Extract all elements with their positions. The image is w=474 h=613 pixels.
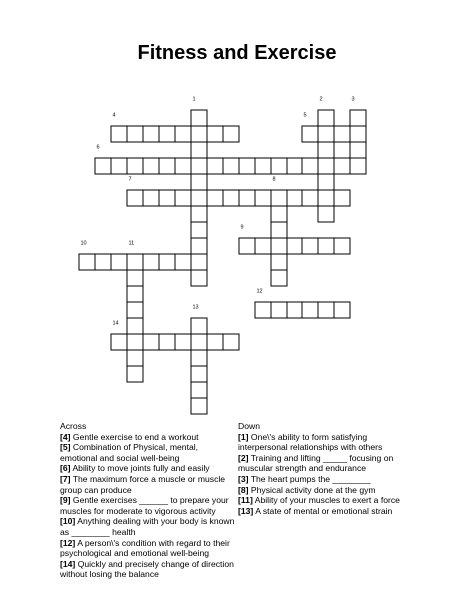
grid-cell[interactable] bbox=[95, 254, 111, 270]
grid-cell[interactable] bbox=[207, 334, 223, 350]
grid-cell[interactable] bbox=[334, 126, 350, 142]
grid-cell[interactable] bbox=[191, 190, 207, 206]
grid-cell[interactable] bbox=[255, 158, 271, 174]
grid-cell[interactable] bbox=[350, 110, 366, 126]
clue-across-5: [5] Combination of Physical, mental, emotional and social well-being bbox=[60, 442, 199, 463]
grid-cell[interactable] bbox=[350, 126, 366, 142]
grid-cell[interactable] bbox=[191, 334, 207, 350]
grid-cell[interactable] bbox=[255, 302, 271, 318]
grid-cell[interactable] bbox=[175, 158, 191, 174]
grid-cell[interactable] bbox=[318, 174, 334, 190]
clue-down-3: [3] The heart pumps the ________ bbox=[238, 473, 371, 484]
grid-cell[interactable] bbox=[287, 158, 303, 174]
grid-cell[interactable] bbox=[223, 190, 239, 206]
clue-across-7: [7] The maximum force a muscle or muscle group can produce bbox=[60, 473, 226, 495]
down-clues bbox=[238, 421, 418, 516]
grid-cell[interactable] bbox=[143, 254, 159, 270]
grid-cell[interactable] bbox=[302, 126, 318, 142]
clue-number: 2 bbox=[319, 96, 323, 103]
grid-cell[interactable] bbox=[207, 158, 223, 174]
clue-down-11: [11] Ability of your muscles to exert a force bbox=[238, 495, 400, 506]
grid-cell[interactable] bbox=[191, 222, 207, 238]
grid-cell[interactable] bbox=[350, 158, 366, 174]
grid-cell[interactable] bbox=[127, 334, 143, 350]
down-heading: Down bbox=[238, 421, 260, 431]
grid-cell[interactable] bbox=[111, 126, 127, 142]
clue-across-10: [10] Anything dealing with your body is known as ________ health bbox=[60, 516, 235, 537]
clue-down-2: [2] Training and lifting _____ focusing on muscular strength and endurance bbox=[238, 452, 394, 474]
grid-cell[interactable] bbox=[318, 206, 334, 222]
grid-cell[interactable] bbox=[318, 126, 334, 142]
grid-cell[interactable] bbox=[271, 270, 287, 286]
grid-cell[interactable] bbox=[271, 238, 287, 254]
clue-number: 10 bbox=[80, 240, 87, 247]
grid-cell[interactable] bbox=[191, 366, 207, 382]
clue-across-12: [12] A person\'s condition with regard to their psychological and emotional well-being bbox=[60, 537, 230, 559]
grid-cell[interactable] bbox=[191, 382, 207, 398]
grid-cell[interactable] bbox=[271, 254, 287, 270]
across-heading: Across bbox=[60, 421, 87, 431]
grid-cell[interactable] bbox=[318, 190, 334, 206]
grid-cell[interactable] bbox=[175, 190, 191, 206]
grid-cell[interactable] bbox=[223, 334, 239, 350]
grid-cell[interactable] bbox=[111, 334, 127, 350]
grid-cell[interactable] bbox=[79, 254, 95, 270]
grid-cell[interactable] bbox=[191, 398, 207, 414]
grid-cell[interactable] bbox=[111, 254, 127, 270]
clue-number: 13 bbox=[192, 304, 199, 311]
grid-cell[interactable] bbox=[175, 254, 191, 270]
grid-cell[interactable] bbox=[191, 206, 207, 222]
grid-cell[interactable] bbox=[302, 158, 318, 174]
grid-cell[interactable] bbox=[271, 222, 287, 238]
grid-cell[interactable] bbox=[318, 302, 334, 318]
grid-cell[interactable] bbox=[302, 302, 318, 318]
grid-cell[interactable] bbox=[95, 158, 111, 174]
grid-cell[interactable] bbox=[191, 110, 207, 126]
grid-cell[interactable] bbox=[350, 142, 366, 158]
clue-across-9: [9] Gentle exercises ______ to prepare your muscles for moderate to vigorous activity bbox=[60, 495, 229, 516]
grid-cell[interactable] bbox=[207, 190, 223, 206]
grid-cell[interactable] bbox=[302, 190, 318, 206]
grid-cell[interactable] bbox=[239, 158, 255, 174]
grid-cell[interactable] bbox=[143, 158, 159, 174]
clue-number: 9 bbox=[240, 224, 244, 231]
grid-cell[interactable] bbox=[127, 126, 143, 142]
grid-cell[interactable] bbox=[287, 190, 303, 206]
clue-number: 3 bbox=[351, 96, 355, 103]
clue-number: 5 bbox=[303, 112, 307, 119]
clue-across-6: [6] Ability to move joints fully and easily bbox=[60, 463, 210, 474]
grid-cell[interactable] bbox=[143, 126, 159, 142]
grid-cell[interactable] bbox=[191, 318, 207, 334]
grid-cell[interactable] bbox=[143, 334, 159, 350]
grid-cell[interactable] bbox=[159, 190, 175, 206]
grid-cell[interactable] bbox=[191, 350, 207, 366]
grid-cell[interactable] bbox=[287, 302, 303, 318]
clue-down-13: [13] A state of mental or emotional strain bbox=[238, 505, 393, 516]
grid-cell[interactable] bbox=[334, 238, 350, 254]
grid-cell[interactable] bbox=[239, 190, 255, 206]
clue-number: 1 bbox=[192, 96, 196, 103]
grid-cell[interactable] bbox=[287, 238, 303, 254]
clue-across-14: [14] Quickly and precisely change of direction without losing the balance bbox=[60, 558, 234, 580]
clue-number: 14 bbox=[112, 320, 119, 327]
grid-cell[interactable] bbox=[127, 270, 143, 286]
grid-cell[interactable] bbox=[191, 270, 207, 286]
grid-cell[interactable] bbox=[271, 190, 287, 206]
puzzle-title: Fitness and Exercise bbox=[137, 42, 337, 64]
grid-cell[interactable] bbox=[175, 126, 191, 142]
grid-cell[interactable] bbox=[271, 158, 287, 174]
grid-cell[interactable] bbox=[271, 206, 287, 222]
grid-cell[interactable] bbox=[111, 158, 127, 174]
grid-cell[interactable] bbox=[159, 126, 175, 142]
grid-cell[interactable] bbox=[127, 318, 143, 334]
clue-down-8: [8] Physical activity done at the gym bbox=[238, 484, 376, 495]
grid-cell[interactable] bbox=[318, 238, 334, 254]
grid-cell[interactable] bbox=[271, 302, 287, 318]
clue-number: 7 bbox=[128, 176, 132, 183]
clue-number: 11 bbox=[128, 240, 135, 247]
grid-cell[interactable] bbox=[191, 158, 207, 174]
grid-cell[interactable] bbox=[255, 190, 271, 206]
grid-cell[interactable] bbox=[191, 254, 207, 270]
clue-number: 4 bbox=[112, 112, 116, 119]
clue-number: 6 bbox=[96, 144, 100, 151]
grid-cell[interactable] bbox=[175, 334, 191, 350]
grid-cell[interactable] bbox=[159, 158, 175, 174]
grid-cell[interactable] bbox=[143, 190, 159, 206]
grid-cell[interactable] bbox=[127, 286, 143, 302]
grid-cell[interactable] bbox=[223, 126, 239, 142]
grid-cell[interactable] bbox=[334, 190, 350, 206]
clue-number: 12 bbox=[256, 288, 263, 295]
grid-cell[interactable] bbox=[223, 158, 239, 174]
grid-cell[interactable] bbox=[159, 334, 175, 350]
grid-cell[interactable] bbox=[159, 254, 175, 270]
grid-cell[interactable] bbox=[302, 238, 318, 254]
grid-cell[interactable] bbox=[191, 238, 207, 254]
clue-number: 8 bbox=[272, 176, 276, 183]
clue-down-1: [1] One\'s ability to form satisfying interpersonal relationships with others bbox=[238, 431, 383, 453]
grid-cell[interactable] bbox=[127, 158, 143, 174]
grid-cell[interactable] bbox=[191, 126, 207, 142]
grid-cell[interactable] bbox=[239, 238, 255, 254]
grid-cell[interactable] bbox=[334, 302, 350, 318]
grid-cell[interactable] bbox=[255, 238, 271, 254]
across-clues bbox=[60, 421, 235, 580]
grid-cell[interactable] bbox=[191, 174, 207, 190]
grid-cell[interactable] bbox=[207, 126, 223, 142]
grid-cell[interactable] bbox=[318, 110, 334, 126]
grid-cell[interactable] bbox=[127, 254, 143, 270]
grid-cell[interactable] bbox=[334, 158, 350, 174]
grid-cell[interactable] bbox=[318, 158, 334, 174]
grid-cell[interactable] bbox=[127, 190, 143, 206]
grid-cell[interactable] bbox=[191, 142, 207, 158]
grid-cell[interactable] bbox=[318, 142, 334, 158]
grid-cell[interactable] bbox=[127, 302, 143, 318]
grid-cell[interactable] bbox=[127, 366, 143, 382]
grid-cell[interactable] bbox=[127, 350, 143, 366]
clue-across-4: [4] Gentle exercise to end a workout bbox=[60, 431, 199, 442]
